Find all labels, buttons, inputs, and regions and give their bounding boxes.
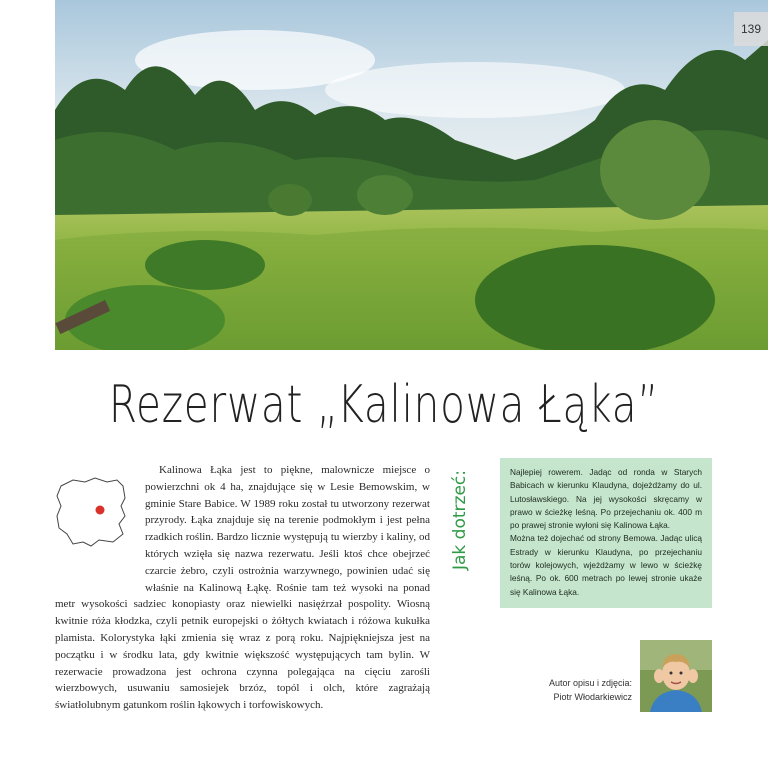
article-title: Rezerwat „Kalinowa Łąka”: [108, 375, 660, 435]
directions-text-1: Najlepiej rowerem. Jadąc od ronda w Starych Babicach w kierunku Klaudyna, dojeżdżamy do ul. Lutosławskiego. Na jej wysokości skręcamy w prawo w ścieżkę leśną. Po przejechaniu ok. 400 m po prawej stronie wyłoni się Kalinowa Łąka.: [510, 467, 702, 531]
directions-text-2: Można też dojechać od strony Bemowa. Jadąc ulicą Estrady w kierunku Klaudyna, po przejechaniu torów kolejowych, wjeżdżamy w lewo w ścieżkę leśną. Po ok. 600 metrach po lewej stronie ukaże się Kalinowa Łąka.: [510, 533, 702, 597]
meadow-photo: [55, 0, 768, 350]
map-spacer: [55, 462, 145, 580]
directions-box: [500, 458, 712, 608]
howto-label-container: [440, 470, 480, 580]
page-number: 139: [734, 12, 768, 46]
author-photo: [640, 640, 712, 712]
meadow-landscape-illustration: [55, 0, 768, 350]
article-body: [55, 462, 430, 714]
article-paragraph: Kalinowa Łąka jest to piękne, malownicze miejsce o powierzchni ok 4 ha, znajdujące się w Lesie Bemowskim, w gminie Stare Babice. W 1989 roku został tu utworzony rezerwat przyrody. Łąka znajduje się na terenie podmokłym i jest pełna rzadkich roślin. Bardzo licznie występują tu wierzby i kaliny, od których wzięła się nazwa rezerwatu. Jeśli ktoś chce obejrzeć czarcie żebro, czyli ostrożnia warzywnego, powinien udać się właśnie na Kalinową Łąkę. Rośnie tam też wysoki na ponad metr wysokości sadziec konopiasty oraz niewielki nasięźrzał pospolity. Wiosną kwitnie róża kłodzka, czyli petnik europejski o żółtych kwiatach i różowa kukułka plamista. Kolorystyka łąki zmienia się wraz z porą roku. Najpiękniejsza jest na początku i w środku lata, gdy kwitnie większość występujących tam bylin. W rezerwacie prowadzona jest ochrona czynna polegająca na cięciu zarośli wierzbowych, usuwaniu samosiejek brzóz, topól i olch, które zagrażają światłolubnym gatunkom roślin łąkowych i torfowiskowych.: [55, 464, 430, 712]
author-credit-label: Autor opisu i zdjęcia:: [548, 678, 632, 688]
author-name: Piotr Włodarkiewicz: [553, 692, 632, 702]
howto-label: Jak dotrzeć:: [450, 470, 470, 570]
author-credit: [548, 676, 632, 704]
